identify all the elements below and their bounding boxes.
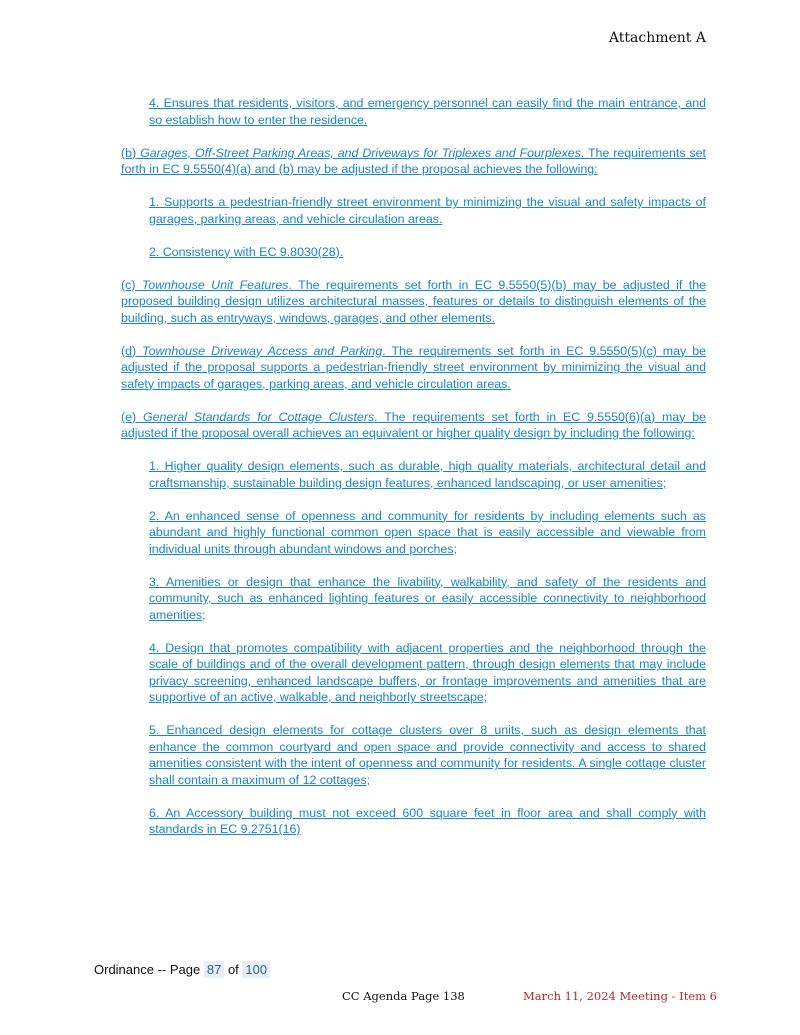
section-b-title: Garages, Off-Street Parking Areas, and Driveways for Triplexes and Fourplexes xyxy=(140,145,581,160)
section-d-text: . The requirements set forth in EC 9.5550(5)(c) may be adjusted if the proposal supports a pedestrian-friendly street environment by minimizing the visual and safety impacts of garages, parking areas, and vehicle circulation areas. xyxy=(121,343,706,391)
item-e5: 5. Enhanced design elements for cottage clusters over 8 units, such as design elements that enhance the common courtyard and open space and provide connectivity and access to shared amenities consistent with the intent of openness and community for residents. A single cottage cluster shall contain a maximum of 12 cottages; xyxy=(149,723,706,787)
ordinance-prefix: Ordinance -- Page xyxy=(94,962,201,977)
section-b xyxy=(121,145,706,178)
ordinance-body xyxy=(121,95,706,854)
page-total-field: 100 xyxy=(242,961,270,978)
item-b1: 1. Supports a pedestrian-friendly street environment by minimizing the visual and safety impacts of garages, parking areas, and vehicle circulation areas. xyxy=(149,195,706,226)
section-d-title: Townhouse Driveway Access and Parking xyxy=(142,343,383,358)
section-d xyxy=(121,343,706,393)
agenda-page-label: CC Agenda Page 138 xyxy=(342,989,465,1003)
item-e6: 6. An Accessory building must not exceed 600 square feet in floor area and shall comply with standards in EC 9.2751(16) xyxy=(149,805,706,836)
section-b-label: (b) xyxy=(121,145,137,160)
page-of-label: of xyxy=(227,962,239,977)
section-e-text: . The requirements set forth in EC 9.5550(6)(a) may be adjusted if the proposal overall achieves an equivalent or higher quality design by including the following: xyxy=(121,409,706,440)
section-c xyxy=(121,277,706,327)
section-c-label: (c) xyxy=(121,277,136,292)
section-e xyxy=(121,409,706,442)
item-e2: 2. An enhanced sense of openness and community for residents by including elements such as abundant and highly functional common open space that is easily accessible and viewable from individual units through abundant windows and porches; xyxy=(149,508,706,556)
section-c-title: Townhouse Unit Features xyxy=(141,277,289,292)
item-b2: 2. Consistency with EC 9.8030(28). xyxy=(149,244,344,259)
section-e-label: (e) xyxy=(121,409,137,424)
section-d-label: (d) xyxy=(121,343,137,358)
meeting-label: March 11, 2024 Meeting - Item 6 xyxy=(523,989,717,1003)
page-number-field: 87 xyxy=(204,961,224,978)
section-c-text: . The requirements set forth in EC 9.5550(5)(b) may be adjusted if the proposed building design utilizes architectural masses, features or details to distinguish elements of the building, such as entryways, windows, garages, and other elements. xyxy=(121,277,706,325)
section-e-title: General Standards for Cottage Clusters xyxy=(142,409,375,424)
attachment-label: Attachment A xyxy=(608,30,706,46)
item-e3: 3. Amenities or design that enhance the livability, walkability, and safety of the residents and community, such as enhanced lighting features or easily accessible connectivity to neighborhood amenities; xyxy=(149,574,706,622)
section-b-text: . The requirements set forth in EC 9.5550(4)(a) and (b) may be adjusted if the proposal achieves the following: xyxy=(121,145,706,176)
item-e4: 4. Design that promotes compatibility with adjacent properties and the neighborhood through the scale of buildings and of the overall development pattern, through design elements that may include privacy screening, enhanced landscape buffers, or frontage improvements and amenities that are supportive of an active, walkable, and neighborly streetscape; xyxy=(149,640,706,704)
item-a4: 4. Ensures that residents, visitors, and emergency personnel can easily find the main entrance, and so establish how to enter the residence. xyxy=(149,96,706,127)
ordinance-page-footer xyxy=(94,962,270,977)
item-e1: 1. Higher quality design elements, such as durable, high quality materials, architectural detail and craftsmanship, sustainable building design features, enhanced landscaping, or user amenities; xyxy=(149,459,706,490)
